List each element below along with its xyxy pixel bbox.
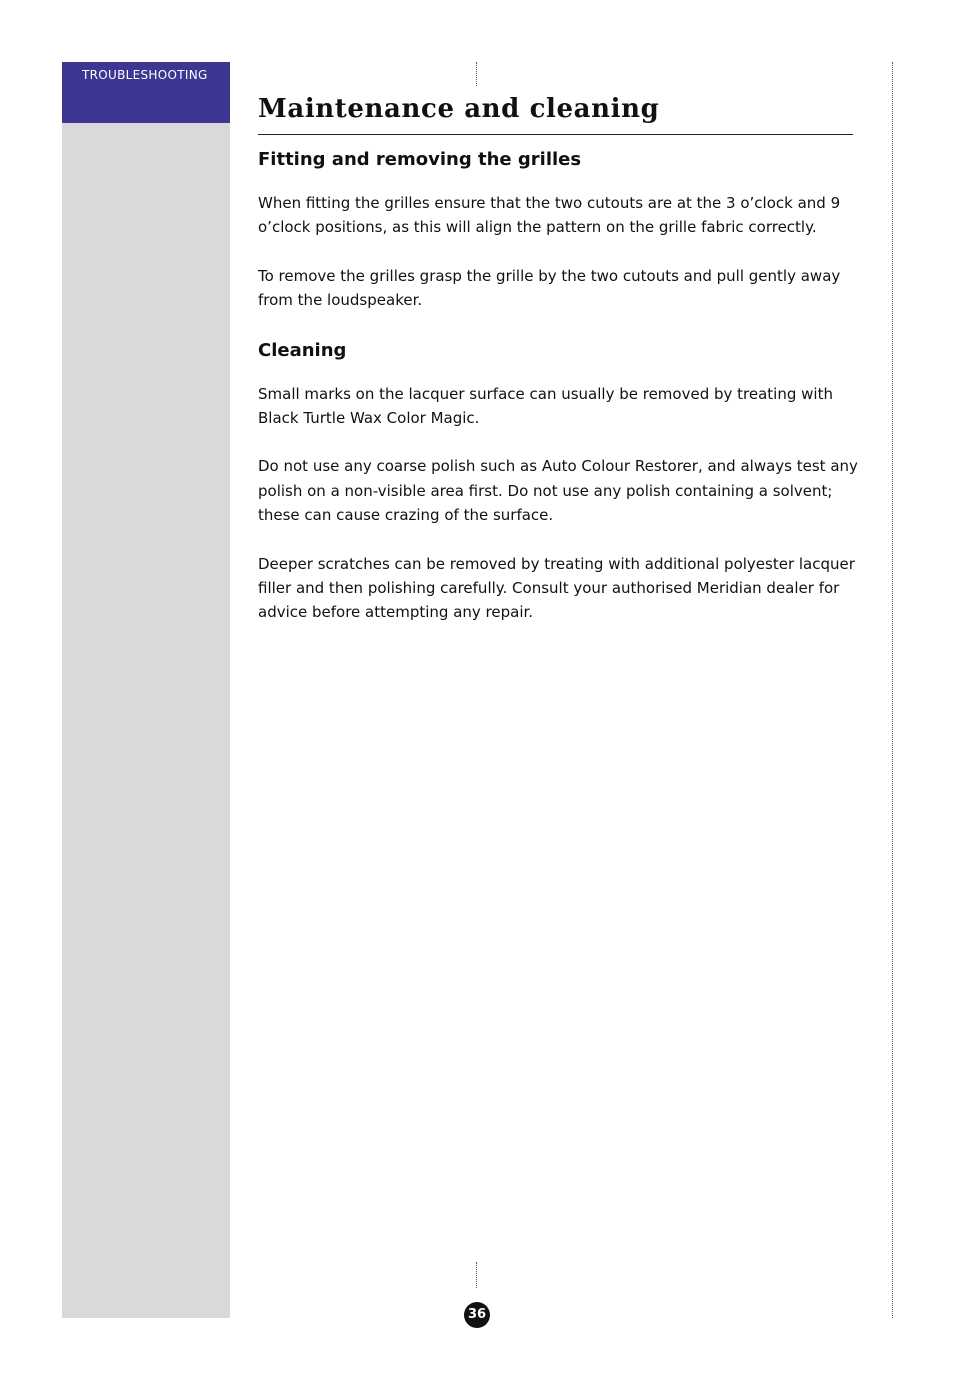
paragraph: Deeper scratches can be removed by treating with additional polyester lacquer filler and then polishing carefully. Consult your authorised Meridian dealer for advice before attempting any repair. bbox=[258, 554, 855, 622]
title-divider bbox=[258, 134, 853, 135]
sidebar-panel bbox=[62, 62, 230, 1318]
section-tab bbox=[62, 62, 230, 123]
page-number-badge: 36 bbox=[464, 1302, 490, 1328]
crop-mark-bottom bbox=[476, 1262, 477, 1288]
section-label: TROUBLESHOOTING bbox=[82, 68, 208, 82]
main-content bbox=[258, 146, 858, 649]
right-dotted-rule bbox=[892, 62, 893, 1318]
paragraph: When fitting the grilles ensure that the two cutouts are at the 3 o’clock and 9 o’clock positions, as this will align the pattern on the grille fabric correctly. bbox=[258, 194, 841, 237]
paragraph: Small marks on the lacquer surface can usually be removed by treating with Black Turtle Wax Color Magic. bbox=[258, 384, 833, 428]
crop-mark-top bbox=[476, 62, 477, 86]
page-title: Maintenance and cleaning bbox=[258, 94, 660, 124]
section-heading-grilles: Fitting and removing the grilles bbox=[258, 149, 582, 170]
paragraph: Do not use any coarse polish such as Auto Colour Restorer, and always test any polish on a non-visible area first. Do not use any polish containing a solvent; these can cause crazing of the surface. bbox=[258, 457, 858, 525]
section-heading-cleaning: Cleaning bbox=[258, 339, 347, 361]
paragraph: To remove the grilles grasp the grille by the two cutouts and pull gently away from the loudspeaker. bbox=[258, 266, 841, 310]
